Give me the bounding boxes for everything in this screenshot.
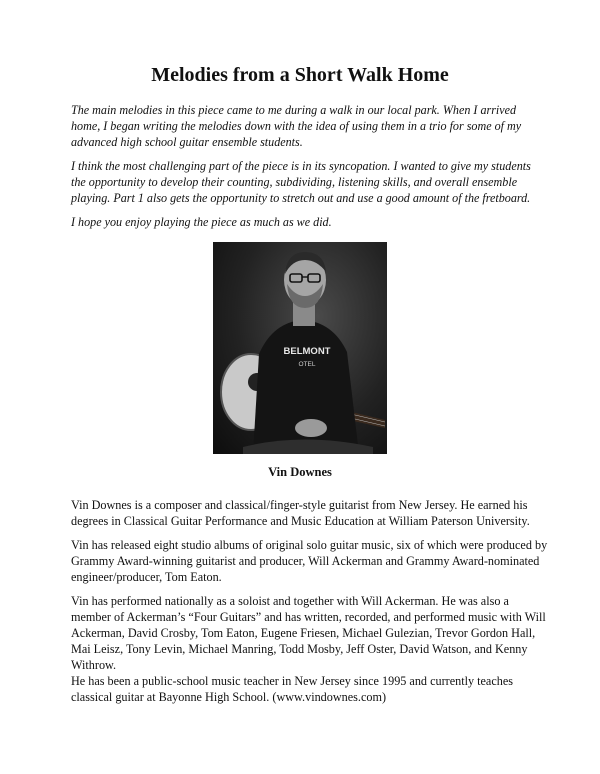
bio-paragraph-3: Vin has performed nationally as a soloist and together with Will Ackerman. He was also a member of Ackerman’s “Four Guitars” and has written, recorded, and performed music with Will Ackerman, David Crosby, Tom Eaton, Eugene Friesen, Michael Gulezian, Trevor Gordon Hall, Mai Leisz, Tony Levin, Michael Manring, Todd Mosby, Jeff Oster, David Watson, and Kenny Withrow. — [71, 594, 546, 672]
shirt-text: BELMONT — [283, 346, 331, 357]
artist-photo — [213, 242, 387, 454]
photo-caption: Vin Downes — [268, 465, 332, 479]
bio-paragraph-1: Vin Downes is a composer and classical/finger-style guitarist from New Jersey. He earned his degrees in Classical Guitar Performance and Music Education at William Paterson University. — [71, 498, 530, 528]
intro-paragraph-3: I hope you enjoy playing the piece as much as we did. — [71, 215, 332, 229]
artist-hands — [295, 419, 327, 437]
intro-paragraph-1: The main melodies in this piece came to me during a walk in our local park. When I arrived home, I began writing the melodies down with the idea of using them in a trio for some of my advanced high school guitar ensemble students. — [71, 103, 522, 149]
intro-paragraph-2: I think the most challenging part of the piece is in its syncopation. I wanted to give my students the opportunity to develop their counting, subdividing, listening skills, and overall ensemble playing. Part 1 also gets the opportunity to stretch out and use a good amount of the fretboard. — [71, 159, 531, 205]
shirt-text-2: OTEL — [298, 361, 316, 368]
bio-paragraph-4: He has been a public-school music teacher in New Jersey since 1995 and currently teaches classical guitar at Bayonne High School. (www.vindownes.com) — [71, 674, 513, 704]
page-title: Melodies from a Short Walk Home — [151, 64, 449, 86]
bio-paragraph-2: Vin has released eight studio albums of original solo guitar music, six of which were produced by Grammy Award-winning guitarist and producer, Will Ackerman and Grammy Award-nominated engineer/producer, Tom Eaton. — [71, 538, 548, 584]
artist-photo-illustration — [213, 242, 387, 454]
